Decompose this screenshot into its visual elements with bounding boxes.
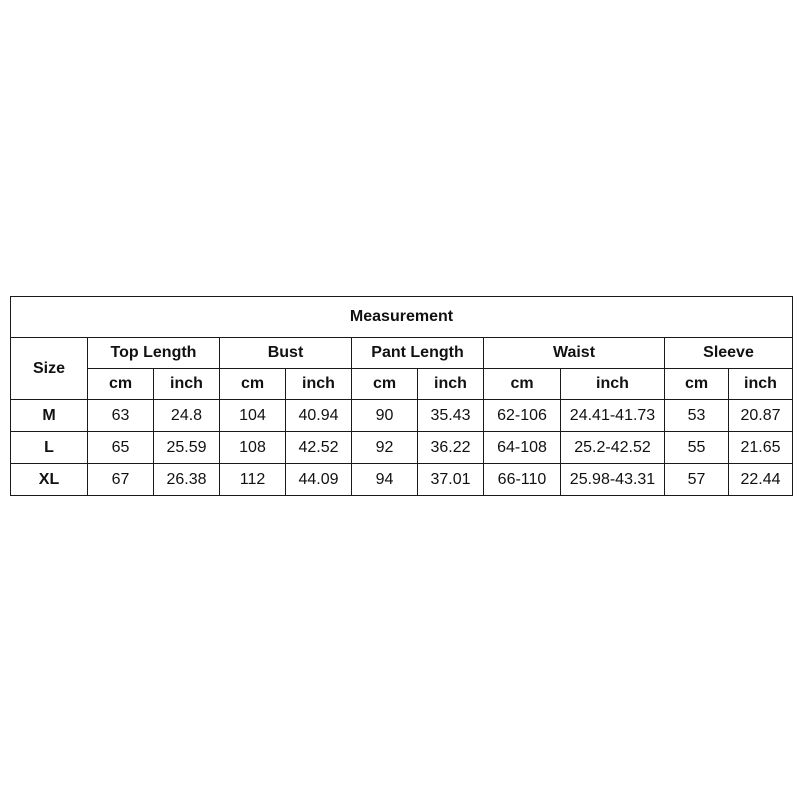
table-cell: 22.44 <box>729 464 793 496</box>
table-cell: 36.22 <box>418 432 484 464</box>
unit-header: cm <box>220 369 286 400</box>
measurement-table <box>10 296 793 496</box>
size-header: Size <box>11 338 88 400</box>
table-cell: 24.8 <box>154 400 220 432</box>
table-cell: 104 <box>220 400 286 432</box>
table-row <box>11 400 793 432</box>
unit-header: inch <box>561 369 665 400</box>
unit-header: inch <box>286 369 352 400</box>
table-cell: 65 <box>88 432 154 464</box>
table-cell: 24.41-41.73 <box>561 400 665 432</box>
table-title: Measurement <box>11 297 793 338</box>
table-cell: 25.59 <box>154 432 220 464</box>
unit-header: inch <box>729 369 793 400</box>
group-header-pant-length: Pant Length <box>352 338 484 369</box>
size-label: XL <box>11 464 88 496</box>
group-header-bust: Bust <box>220 338 352 369</box>
table-cell: 25.98-43.31 <box>561 464 665 496</box>
table-cell: 53 <box>665 400 729 432</box>
table-cell: 37.01 <box>418 464 484 496</box>
group-header-waist: Waist <box>484 338 665 369</box>
table-cell: 57 <box>665 464 729 496</box>
table-cell: 90 <box>352 400 418 432</box>
unit-header: cm <box>484 369 561 400</box>
table-cell: 44.09 <box>286 464 352 496</box>
size-label: L <box>11 432 88 464</box>
table-cell: 112 <box>220 464 286 496</box>
table-cell: 20.87 <box>729 400 793 432</box>
table-cell: 64-108 <box>484 432 561 464</box>
table-cell: 92 <box>352 432 418 464</box>
group-header-sleeve: Sleeve <box>665 338 793 369</box>
size-label: M <box>11 400 88 432</box>
table-cell: 25.2-42.52 <box>561 432 665 464</box>
group-header-top-length: Top Length <box>88 338 220 369</box>
unit-header: cm <box>665 369 729 400</box>
table-cell: 66-110 <box>484 464 561 496</box>
table-cell: 94 <box>352 464 418 496</box>
table-cell: 26.38 <box>154 464 220 496</box>
table-cell: 108 <box>220 432 286 464</box>
table-row <box>11 464 793 496</box>
unit-header: inch <box>418 369 484 400</box>
unit-header: inch <box>154 369 220 400</box>
table-cell: 55 <box>665 432 729 464</box>
table-cell: 40.94 <box>286 400 352 432</box>
table-row <box>11 432 793 464</box>
table-cell: 42.52 <box>286 432 352 464</box>
table-cell: 21.65 <box>729 432 793 464</box>
table-cell: 35.43 <box>418 400 484 432</box>
table-cell: 67 <box>88 464 154 496</box>
unit-header: cm <box>352 369 418 400</box>
unit-header: cm <box>88 369 154 400</box>
table-cell: 63 <box>88 400 154 432</box>
table-cell: 62-106 <box>484 400 561 432</box>
